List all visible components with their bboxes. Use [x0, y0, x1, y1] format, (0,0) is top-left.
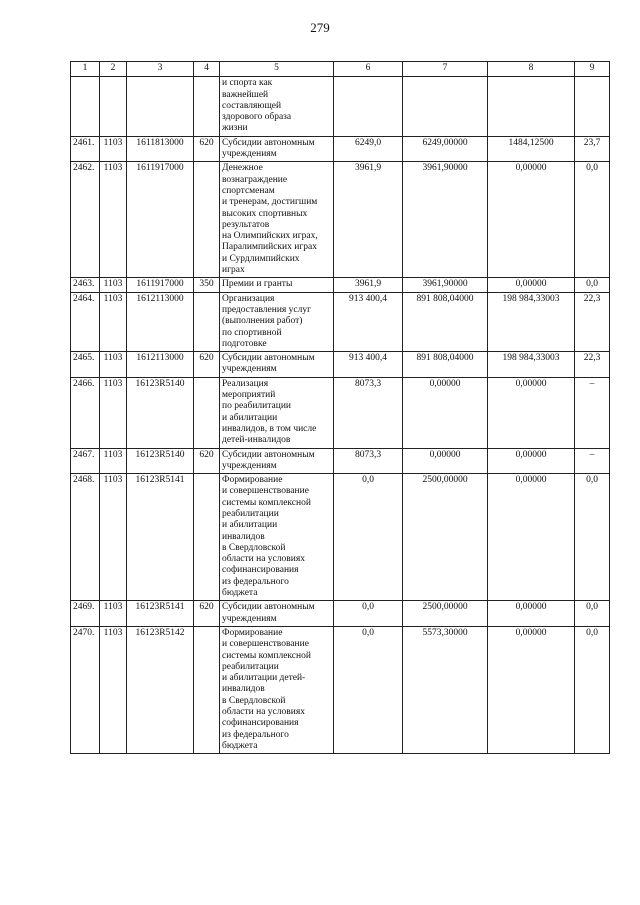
- table-row: [71, 292, 610, 351]
- amount-col6: 3961,9: [334, 278, 403, 292]
- amount-col6: 913 400,4: [334, 292, 403, 351]
- row-number: 2463.: [71, 278, 100, 292]
- item-name: Организация предоставления услуг (выполнения работ) по спортивной подготовке: [220, 292, 334, 351]
- continuation-cell-4: [194, 77, 220, 136]
- section-code: 1103: [100, 292, 127, 351]
- column-header: 5: [220, 62, 334, 77]
- continuation-cell-1: [71, 77, 100, 136]
- target-code: 16123R5141: [127, 474, 194, 601]
- continuation-row: [71, 77, 610, 136]
- amount-col6: 6249,0: [334, 136, 403, 162]
- percent-col9: 0,0: [575, 626, 610, 753]
- expense-type-code: [194, 626, 220, 753]
- amount-col7: 3961,90000: [403, 162, 488, 278]
- column-header: 7: [403, 62, 488, 77]
- table-row: [71, 601, 610, 627]
- amount-col8: 0,00000: [488, 601, 575, 627]
- percent-col9: 23,7: [575, 136, 610, 162]
- amount-col8: 198 984,33003: [488, 352, 575, 378]
- section-code: 1103: [100, 278, 127, 292]
- item-name: Формирование и совершенствование системы комплексной реабилитации и абилитации детей- инвалидов в Свердловской области на условиях софинансирования из федерального бюджета: [220, 626, 334, 753]
- percent-col9: –: [575, 448, 610, 474]
- header-row: [71, 62, 610, 77]
- amount-col7: 891 808,04000: [403, 292, 488, 351]
- row-number: 2466.: [71, 377, 100, 448]
- item-name: Субсидии автономным учреждениям: [220, 136, 334, 162]
- row-number: 2465.: [71, 352, 100, 378]
- column-header: 1: [71, 62, 100, 77]
- item-name: Субсидии автономным учреждениям: [220, 448, 334, 474]
- amount-col8: 0,00000: [488, 377, 575, 448]
- section-code: 1103: [100, 377, 127, 448]
- row-number: 2467.: [71, 448, 100, 474]
- column-header: 6: [334, 62, 403, 77]
- expense-type-code: 620: [194, 352, 220, 378]
- table-row: [71, 352, 610, 378]
- item-name: Субсидии автономным учреждениям: [220, 352, 334, 378]
- expense-type-code: 620: [194, 448, 220, 474]
- column-header: 2: [100, 62, 127, 77]
- percent-col9: 0,0: [575, 474, 610, 601]
- amount-col8: 0,00000: [488, 448, 575, 474]
- amount-col7: 0,00000: [403, 448, 488, 474]
- percent-col9: 22,3: [575, 292, 610, 351]
- amount-col7: 891 808,04000: [403, 352, 488, 378]
- row-number: 2462.: [71, 162, 100, 278]
- row-number: 2468.: [71, 474, 100, 601]
- continuation-cell-2: [100, 77, 127, 136]
- target-code: 1612113000: [127, 352, 194, 378]
- expense-type-code: [194, 292, 220, 351]
- amount-col7: 5573,30000: [403, 626, 488, 753]
- amount-col7: 6249,00000: [403, 136, 488, 162]
- table-row: [71, 377, 610, 448]
- amount-col6: 8073,3: [334, 448, 403, 474]
- amount-col8: 198 984,33003: [488, 292, 575, 351]
- expense-type-code: 620: [194, 601, 220, 627]
- expense-type-code: 350: [194, 278, 220, 292]
- table-body: [71, 77, 610, 754]
- page-number: 279: [310, 20, 330, 35]
- table-header: [71, 62, 610, 77]
- item-name: Денежное вознаграждение спортсменам и тренерам, достигшим высоких спортивных результатов на Олимпийских играх, Паралимпийских играх и Сурдлимпийских играх: [220, 162, 334, 278]
- row-number: 2470.: [71, 626, 100, 753]
- percent-col9: 0,0: [575, 601, 610, 627]
- column-header: 3: [127, 62, 194, 77]
- amount-col6: 0,0: [334, 626, 403, 753]
- budget-table: [70, 61, 610, 754]
- continuation-cell-3: [127, 77, 194, 136]
- percent-col9: –: [575, 377, 610, 448]
- table-row: [71, 626, 610, 753]
- target-code: 16123R5140: [127, 448, 194, 474]
- amount-col7: 2500,00000: [403, 474, 488, 601]
- percent-col9: 0,0: [575, 162, 610, 278]
- target-code: 1612113000: [127, 292, 194, 351]
- amount-col8: 0,00000: [488, 278, 575, 292]
- continuation-cell-9: [575, 77, 610, 136]
- expense-type-code: 620: [194, 136, 220, 162]
- continuation-cell-7: [403, 77, 488, 136]
- row-number: 2469.: [71, 601, 100, 627]
- percent-col9: 0,0: [575, 278, 610, 292]
- section-code: 1103: [100, 626, 127, 753]
- column-header: 8: [488, 62, 575, 77]
- column-header: 9: [575, 62, 610, 77]
- amount-col6: 913 400,4: [334, 352, 403, 378]
- expense-type-code: [194, 377, 220, 448]
- amount-col6: 8073,3: [334, 377, 403, 448]
- amount-col7: 0,00000: [403, 377, 488, 448]
- target-code: 1611917000: [127, 162, 194, 278]
- amount-col6: 3961,9: [334, 162, 403, 278]
- item-name: Субсидии автономным учреждениям: [220, 601, 334, 627]
- table-row: [71, 162, 610, 278]
- amount-col6: 0,0: [334, 474, 403, 601]
- expense-type-code: [194, 474, 220, 601]
- amount-col8: 1484,12500: [488, 136, 575, 162]
- table-row: [71, 448, 610, 474]
- amount-col6: 0,0: [334, 601, 403, 627]
- amount-col8: 0,00000: [488, 162, 575, 278]
- table-row: [71, 474, 610, 601]
- section-code: 1103: [100, 474, 127, 601]
- table-row: [71, 136, 610, 162]
- continuation-text: и спорта как важнейшей составляющей здорового образа жизни: [220, 77, 334, 136]
- continuation-cell-6: [334, 77, 403, 136]
- expense-type-code: [194, 162, 220, 278]
- table-row: [71, 278, 610, 292]
- continuation-cell-8: [488, 77, 575, 136]
- item-name: Премии и гранты: [220, 278, 334, 292]
- section-code: 1103: [100, 162, 127, 278]
- target-code: 16123R5140: [127, 377, 194, 448]
- item-name: Реализация мероприятий по реабилитации и абилитации инвалидов, в том числе детей-инвалидов: [220, 377, 334, 448]
- section-code: 1103: [100, 448, 127, 474]
- item-name: Формирование и совершенствование системы комплексной реабилитации и абилитации инвалидов в Свердловской области на условиях софинансирования из федерального бюджета: [220, 474, 334, 601]
- section-code: 1103: [100, 136, 127, 162]
- amount-col7: 2500,00000: [403, 601, 488, 627]
- section-code: 1103: [100, 352, 127, 378]
- target-code: 16123R5142: [127, 626, 194, 753]
- amount-col7: 3961,90000: [403, 278, 488, 292]
- target-code: 1611917000: [127, 278, 194, 292]
- row-number: 2464.: [71, 292, 100, 351]
- column-header: 4: [194, 62, 220, 77]
- amount-col8: 0,00000: [488, 474, 575, 601]
- amount-col8: 0,00000: [488, 626, 575, 753]
- target-code: 1611813000: [127, 136, 194, 162]
- section-code: 1103: [100, 601, 127, 627]
- target-code: 16123R5141: [127, 601, 194, 627]
- row-number: 2461.: [71, 136, 100, 162]
- percent-col9: 22,3: [575, 352, 610, 378]
